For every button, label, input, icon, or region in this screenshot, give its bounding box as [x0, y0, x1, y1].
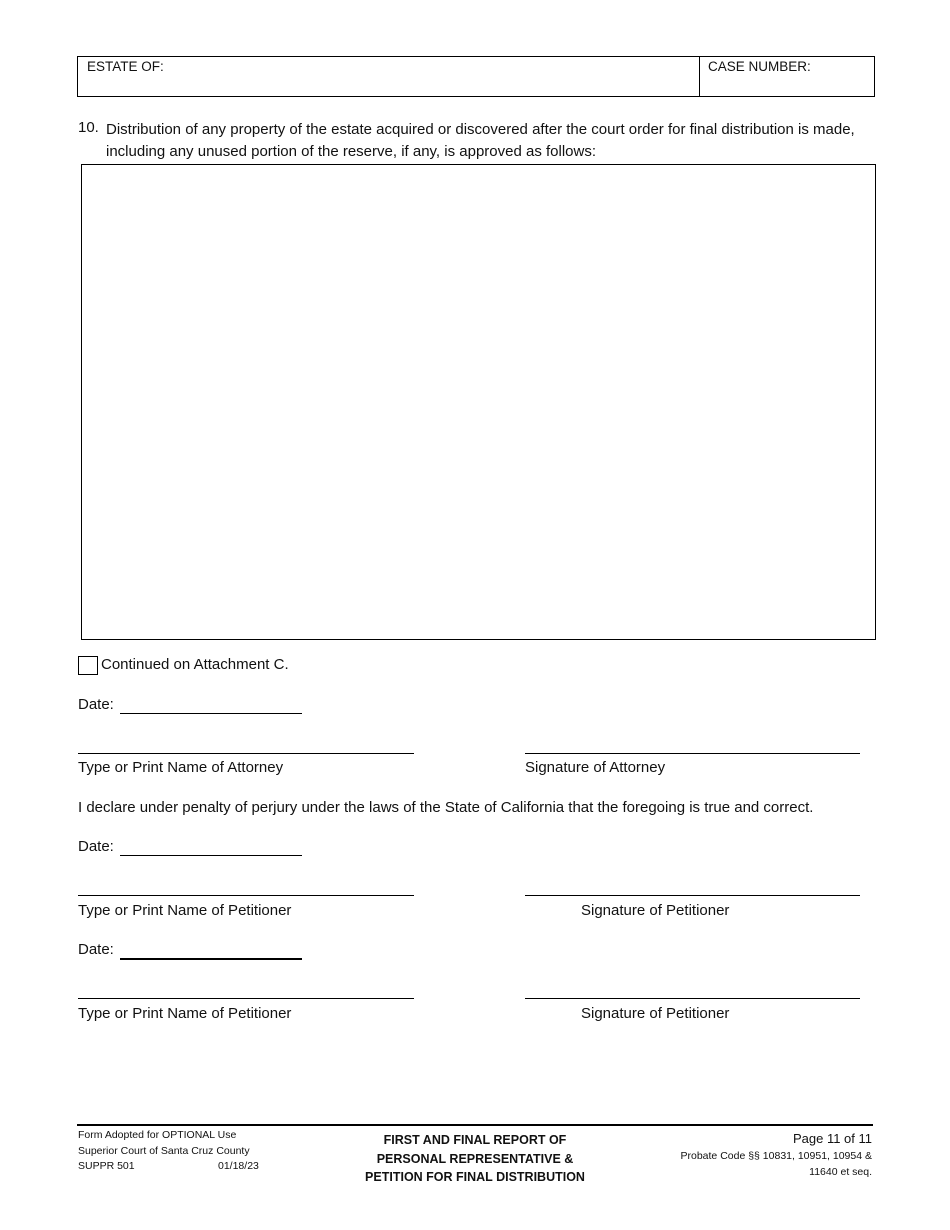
header-divider [699, 56, 700, 97]
footer-adopted: Form Adopted for OPTIONAL Use [78, 1129, 237, 1141]
footer-court: Superior Court of Santa Cruz County [78, 1145, 250, 1157]
petitioner-2-signature-field[interactable] [525, 998, 860, 999]
petitioner-1-name-field[interactable] [78, 895, 414, 896]
attorney-name-field[interactable] [78, 753, 414, 754]
petitioner-1-date-field[interactable] [120, 855, 302, 856]
footer-title-line-3: PETITION FOR FINAL DISTRIBUTION [365, 1170, 585, 1184]
footer-rule [77, 1124, 873, 1126]
page-number: Page 11 of 11 [792, 1131, 872, 1146]
petitioner-2-name-label: Type or Print Name of Petitioner [78, 1005, 292, 1022]
attorney-signature-label: Signature of Attorney [525, 759, 666, 776]
petitioner-2-date-label: Date: [78, 941, 114, 958]
petitioner-1-name-label: Type or Print Name of Petitioner [78, 902, 292, 919]
petitioner-1-signature-field[interactable] [525, 895, 860, 896]
distribution-text-area[interactable] [81, 164, 876, 640]
attorney-date-field[interactable] [120, 713, 302, 714]
probate-code-line-1: Probate Code §§ 10831, 10951, 10954 & [680, 1150, 872, 1162]
footer-title-line-2: PERSONAL REPRESENTATIVE & [376, 1151, 574, 1166]
petitioner-1-date-label: Date: [78, 838, 114, 855]
probate-code-citation [642, 1149, 872, 1180]
estate-of-label: ESTATE OF: [87, 59, 164, 74]
footer-title-line-1: FIRST AND FINAL REPORT OF [383, 1133, 567, 1147]
case-number-label: CASE NUMBER: [708, 59, 811, 74]
attorney-signature-field[interactable] [525, 753, 860, 754]
continued-attachment-checkbox[interactable] [78, 656, 98, 675]
footer-form-id: SUPPR 501 [78, 1160, 135, 1172]
item-10-number: 10. [78, 119, 99, 136]
continued-attachment-label: Continued on Attachment C. [101, 656, 289, 673]
petitioner-2-signature-label: Signature of Petitioner [581, 1005, 730, 1022]
petitioner-2-date-field[interactable] [120, 958, 302, 960]
attorney-name-label: Type or Print Name of Attorney [78, 759, 284, 776]
footer-form-date: 01/18/23 [218, 1160, 259, 1172]
perjury-declaration: I declare under penalty of perjury under the laws of the State of California that the foregoing is true and correct. [78, 799, 814, 816]
attorney-date-label: Date: [78, 696, 114, 713]
probate-code-line-2: 11640 et seq. [809, 1165, 872, 1178]
footer-form-title [340, 1131, 610, 1187]
item-10-text: Distribution of any property of the estate acquired or discovered after the court order for final distribution is made, including any unused portion of the reserve, if any, is approved as follows: [106, 121, 855, 160]
petitioner-1-signature-label: Signature of Petitioner [581, 902, 730, 919]
petitioner-2-name-field[interactable] [78, 998, 414, 999]
